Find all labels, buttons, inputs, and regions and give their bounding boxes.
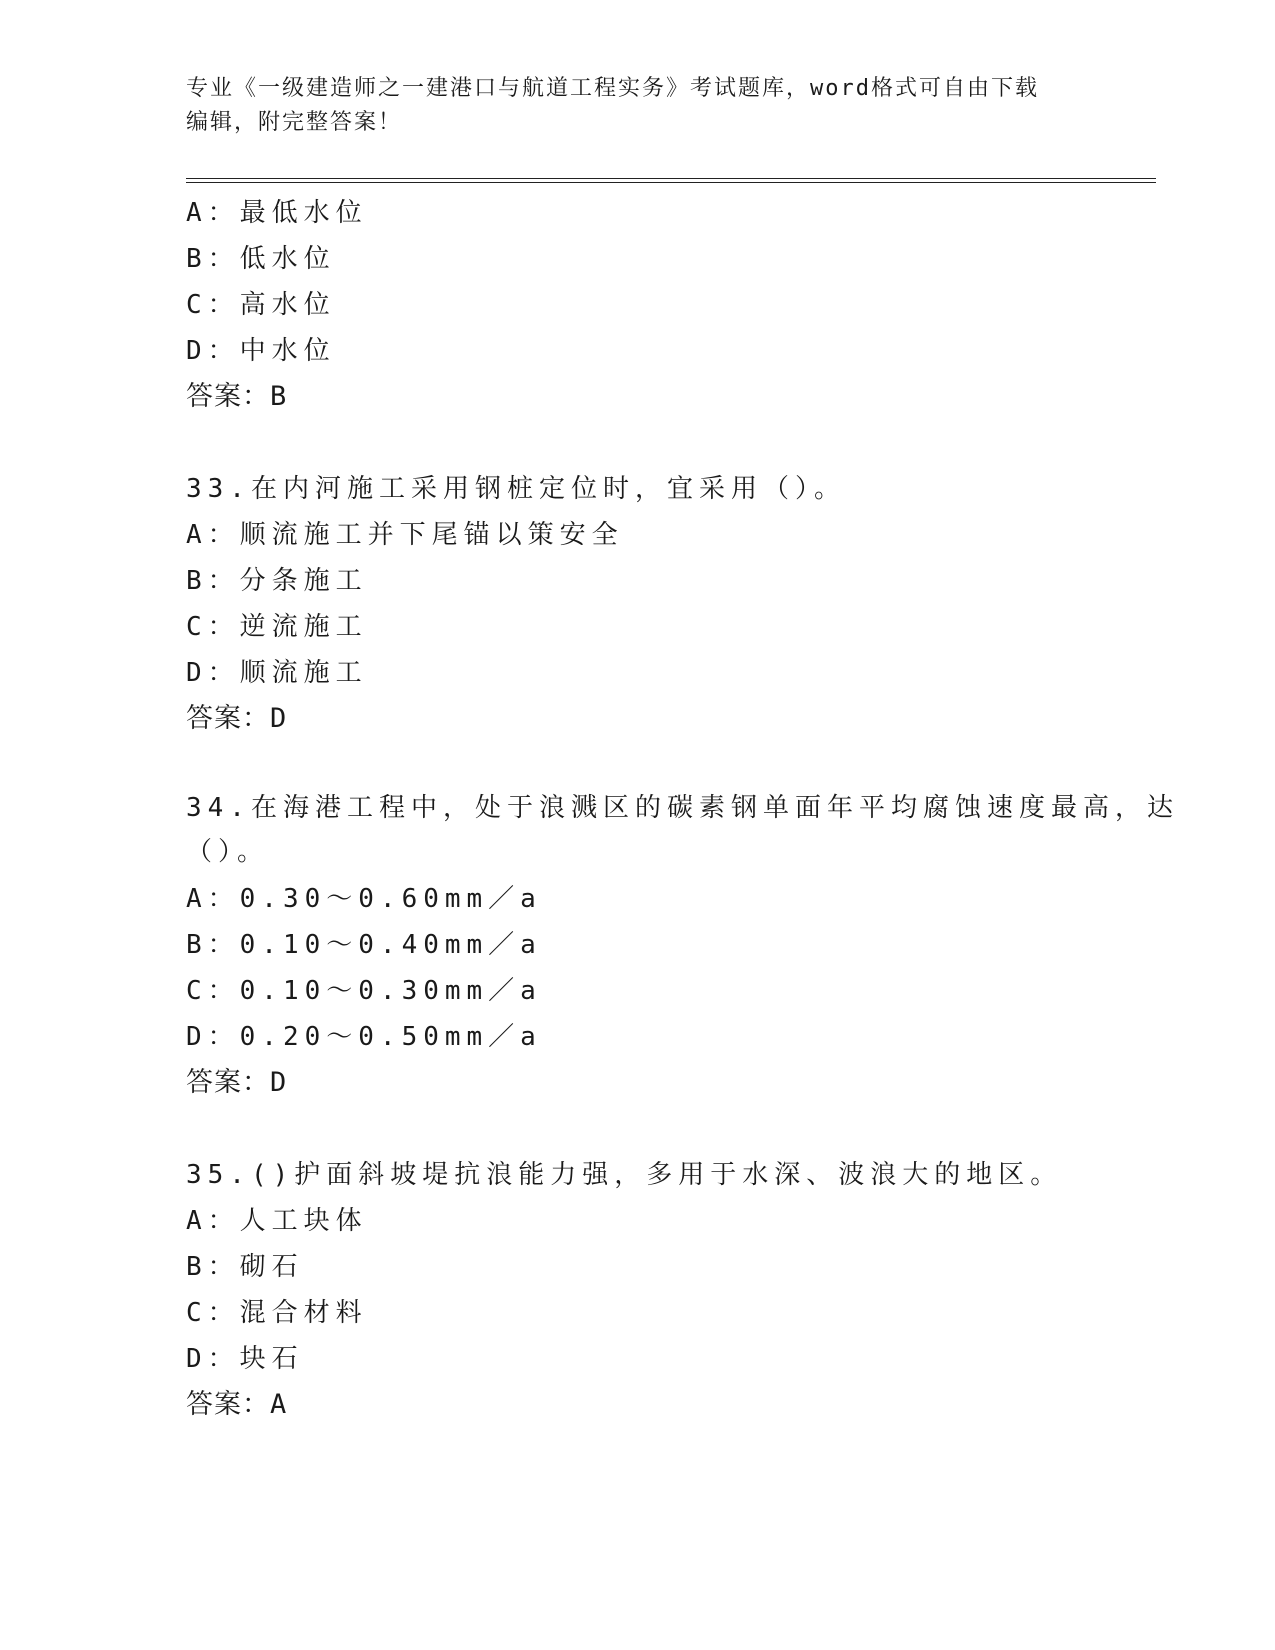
option-b: B：分条施工 [186,566,368,596]
answer-label: 答案： [186,1067,270,1098]
spacer [186,742,1156,788]
option-d: D：0.20～0.50mm／a [186,1022,542,1052]
header-divider [186,178,1156,183]
question-34 [186,788,1179,1106]
option-b: B：低水位 [186,244,336,274]
option-a: A：人工块体 [186,1206,368,1236]
answer [186,696,1156,742]
option-b: B：0.10～0.40mm／a [186,930,542,960]
document-header [186,72,1086,140]
answer-label: 答案： [186,381,270,412]
option-c: C：混合材料 [186,1298,368,1328]
question-33 [186,466,1156,742]
answer-label: 答案： [186,1389,270,1420]
spacer [186,420,1156,466]
answer [186,374,1156,420]
header-line-1: 专业《一级建造师之一建港口与航道工程实务》考试题库，word格式可自由下载 [186,76,1039,101]
option-d: D：中水位 [186,336,336,366]
option-c: C：0.10～0.30mm／a [186,976,542,1006]
option-c: C：逆流施工 [186,612,368,642]
answer [186,1060,1156,1106]
spacer [186,1106,1156,1152]
answer-value: A [270,1389,287,1420]
question-35 [186,1152,1156,1428]
question-stem: 35.()护面斜坡堤抗浪能力强，多用于水深、波浪大的地区。 [186,1160,1063,1190]
answer [186,1382,1156,1428]
answer-label: 答案： [186,703,270,734]
option-a: A：顺流施工并下尾锚以策安全 [186,520,624,550]
question-stem-continued: （）。 [186,837,270,867]
header-line-2: 编辑，附完整答案！ [186,110,403,135]
answer-value: B [270,381,287,412]
question-list [186,190,1179,1428]
question-32 [186,190,1156,420]
answer-value: D [270,1067,287,1098]
option-a: A：0.30～0.60mm／a [186,884,542,914]
question-stem: 33.在内河施工采用钢桩定位时，宜采用（）。 [186,474,846,504]
option-a: A：最低水位 [186,198,368,228]
option-c: C：高水位 [186,290,336,320]
option-d: D：顺流施工 [186,658,368,688]
option-b: B：砌石 [186,1252,304,1282]
option-d: D：块石 [186,1344,304,1374]
question-stem: 34.在海港工程中，处于浪溅区的碳素钢单面年平均腐蚀速度最高，达 [186,793,1179,823]
answer-value: D [270,703,287,734]
